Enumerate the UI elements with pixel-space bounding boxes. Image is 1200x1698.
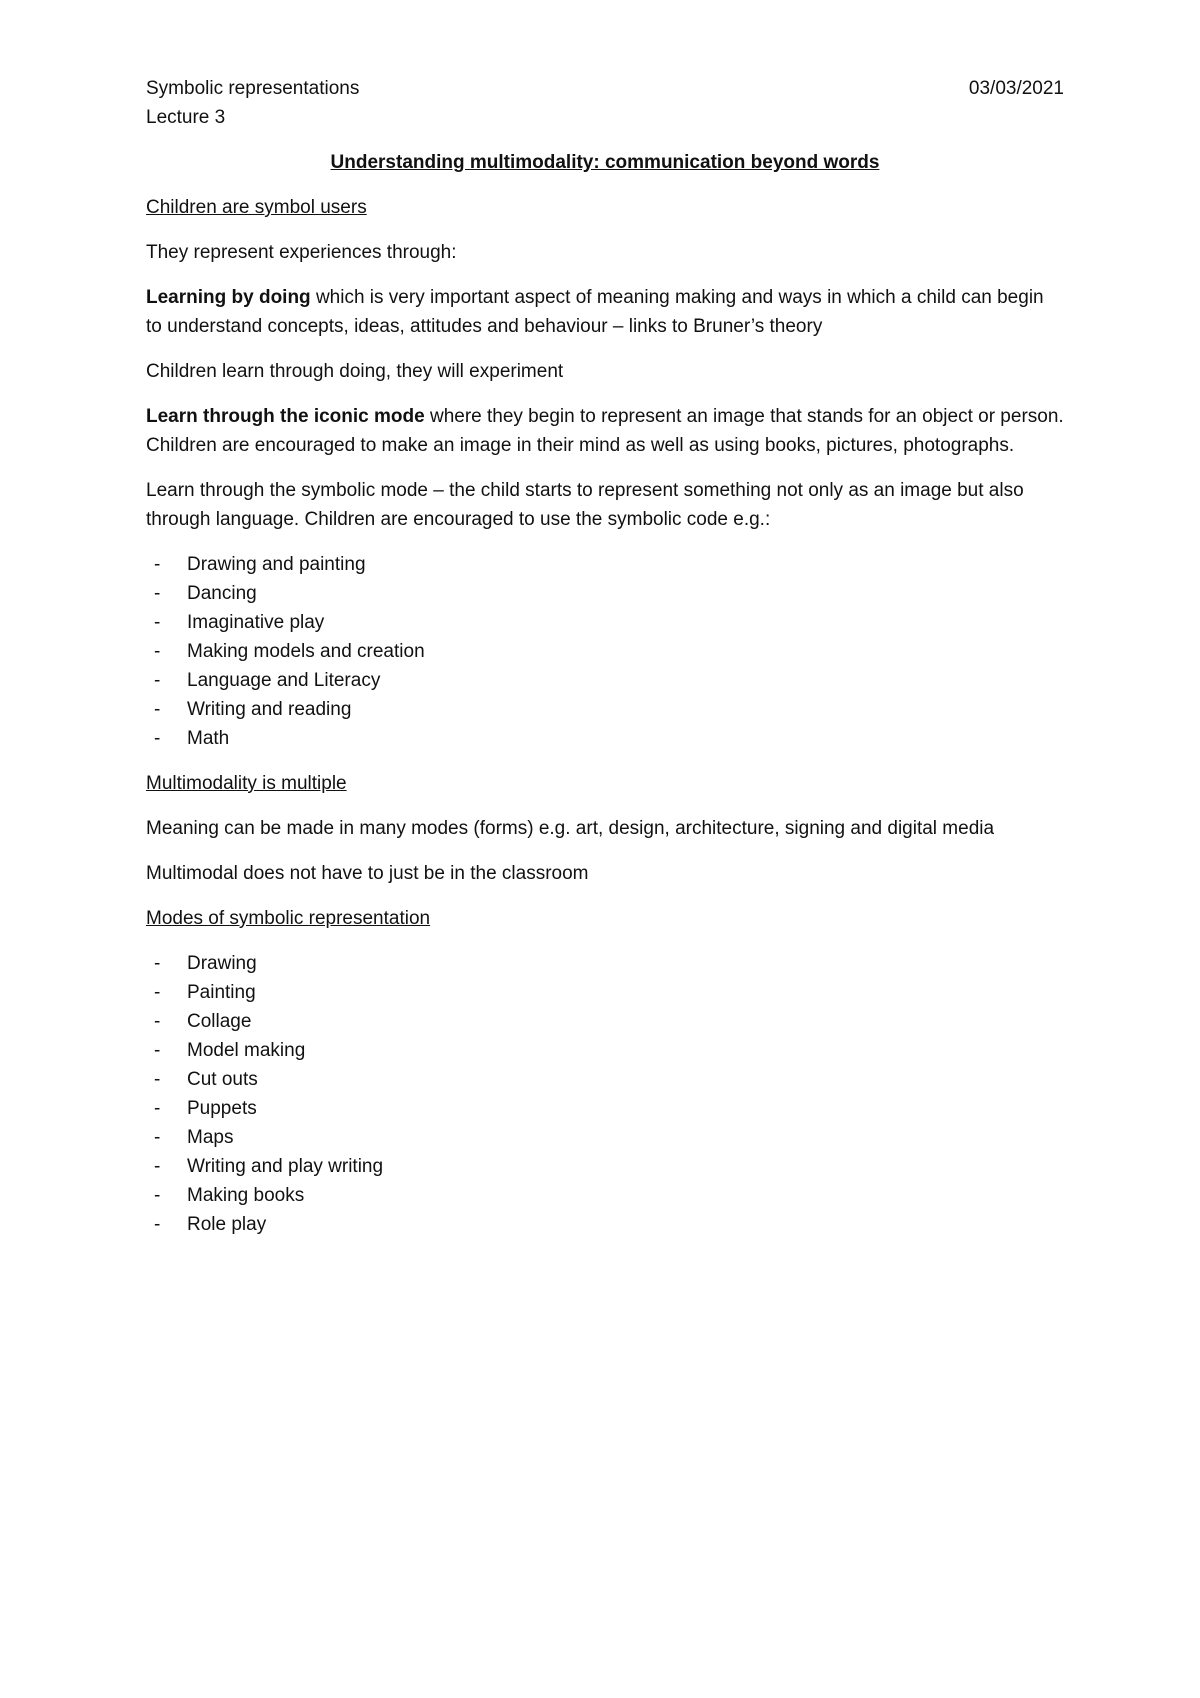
document-body <box>146 74 1064 1239</box>
lecture-label: Lecture 3 <box>146 107 226 128</box>
list-item-label: Drawing <box>187 953 257 974</box>
subject-label: Symbolic representations <box>146 78 360 99</box>
list-item <box>146 550 1064 579</box>
list-item-label: Math <box>187 728 230 749</box>
dash-marker: - <box>154 583 161 604</box>
list-item-label: Collage <box>187 1011 252 1032</box>
dash-marker: - <box>154 1127 161 1148</box>
dash-marker: - <box>154 554 161 575</box>
learn-through-doing-paragraph: Children learn through doing, they will experiment <box>146 361 564 382</box>
dash-marker: - <box>154 1069 161 1090</box>
list-item <box>146 978 1064 1007</box>
list-item-label: Puppets <box>187 1098 257 1119</box>
list-item-label: Painting <box>187 982 256 1003</box>
list-item <box>146 579 1064 608</box>
dash-marker: - <box>154 699 161 720</box>
list-item-label: Imaginative play <box>187 612 325 633</box>
list-item <box>146 1094 1064 1123</box>
date-label: 03/03/2021 <box>968 78 1064 99</box>
symbolic-mode-paragraph: Learn through the symbolic mode – the child starts to represent something not only as an image but also through language. Children are encouraged to use the symbolic code e.g.: <box>146 480 1024 530</box>
dash-marker: - <box>154 1156 161 1177</box>
dash-marker: - <box>154 982 161 1003</box>
list-item <box>146 1036 1064 1065</box>
dash-marker: - <box>154 1040 161 1061</box>
list-item <box>146 1210 1064 1239</box>
list-item-label: Writing and play writing <box>187 1156 384 1177</box>
list-item <box>146 1007 1064 1036</box>
dash-marker: - <box>154 1098 161 1119</box>
dash-marker: - <box>154 641 161 662</box>
list-item <box>146 666 1064 695</box>
section-heading-multimodality: Multimodality is multiple <box>146 773 347 794</box>
list-item <box>146 1065 1064 1094</box>
symbolic-code-list <box>146 550 1064 753</box>
list-item-label: Drawing and painting <box>187 554 366 575</box>
list-item <box>146 1152 1064 1181</box>
dash-marker: - <box>154 1214 161 1235</box>
list-item <box>146 1181 1064 1210</box>
learning-by-doing-term: Learning by doing <box>146 287 311 308</box>
list-item <box>146 695 1064 724</box>
learning-by-doing-text: which is very important aspect of meaning making and ways in which a child can begin to understand concepts, ideas, attitudes and behaviour – links to Bruner’s theory <box>146 287 1044 337</box>
modes-list <box>146 949 1064 1239</box>
intro-paragraph: They represent experiences through: <box>146 242 457 263</box>
iconic-mode-term: Learn through the iconic mode <box>146 406 425 427</box>
list-item-label: Model making <box>187 1040 306 1061</box>
meaning-modes-paragraph: Meaning can be made in many modes (forms) e.g. art, design, architecture, signing and digital media <box>146 818 995 839</box>
dash-marker: - <box>154 953 161 974</box>
iconic-mode-text: where they begin to represent an image that stands for an object or person. Children are encouraged to make an image in their mind as well as using books, pictures, photographs. <box>146 406 1064 456</box>
section-heading-symbol-users: Children are symbol users <box>146 197 367 218</box>
list-item-label: Making models and creation <box>187 641 425 662</box>
list-item-label: Maps <box>187 1127 234 1148</box>
list-item <box>146 1123 1064 1152</box>
dash-marker: - <box>154 1011 161 1032</box>
list-item-label: Language and Literacy <box>187 670 381 691</box>
list-item-label: Role play <box>187 1214 267 1235</box>
list-item-label: Making books <box>187 1185 305 1206</box>
learning-by-doing-paragraph <box>146 283 1064 341</box>
list-item-label: Writing and reading <box>187 699 352 720</box>
section-heading-modes: Modes of symbolic representation <box>146 908 431 929</box>
dash-marker: - <box>154 1185 161 1206</box>
list-item <box>146 608 1064 637</box>
list-item <box>146 949 1064 978</box>
list-item <box>146 637 1064 666</box>
list-item-label: Cut outs <box>187 1069 258 1090</box>
document-title: Understanding multimodality: communication beyond words <box>330 152 880 173</box>
dash-marker: - <box>154 728 161 749</box>
header-row <box>146 74 1064 103</box>
classroom-paragraph: Multimodal does not have to just be in the classroom <box>146 863 589 884</box>
dash-marker: - <box>154 670 161 691</box>
iconic-mode-paragraph <box>146 402 1064 460</box>
dash-marker: - <box>154 612 161 633</box>
list-item-label: Dancing <box>187 583 257 604</box>
list-item <box>146 724 1064 753</box>
